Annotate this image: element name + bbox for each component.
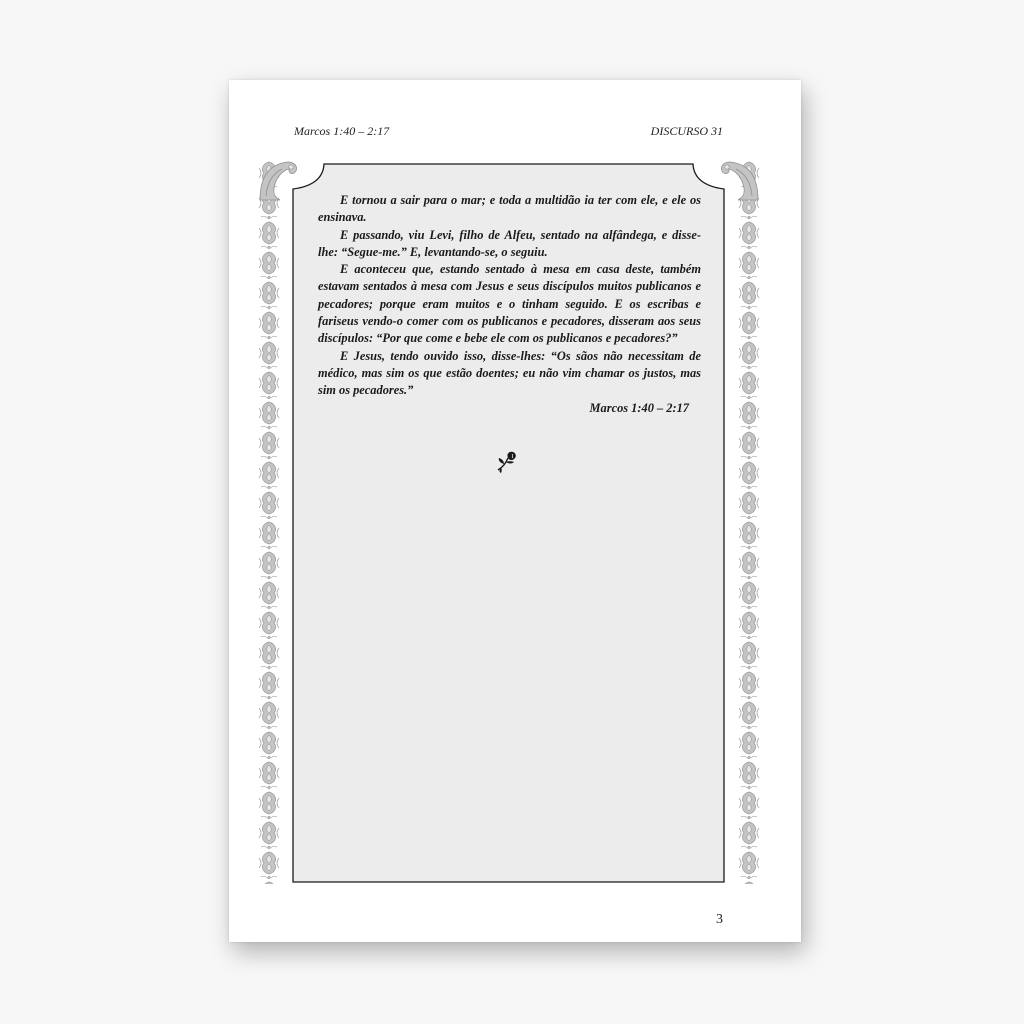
running-head-left: Marcos 1:40 – 2:17 — [294, 124, 390, 138]
floral-border-left — [258, 160, 280, 884]
scripture-citation: Marcos 1:40 – 2:17 — [589, 400, 689, 415]
running-head-right: DISCURSO 31 — [650, 124, 723, 138]
book-page — [229, 80, 801, 942]
floral-border-right — [738, 160, 760, 884]
paragraph-4: E Jesus, tendo ouvido isso, disse-lhes: “Os sãos não necessitam de médico, mas sim os que estão doentes; eu não vim chamar os justos, mas sim os pecadores.” — [318, 348, 701, 398]
paragraph-3: E aconteceu que, estando sentado à mesa em casa deste, também estavam sentados à mesa com Jesus e seus discípulos muitos publicanos e pecadores; porque eram muitos e o tinham seguido. E os escribas e fariseus vendo-o comer com os publicanos e pecadores, disseram aos seus discípulos: “Por que come e bebe ele com os publicanos e pecadores?” — [318, 262, 701, 346]
paragraph-2: E passando, viu Levi, filho de Alfeu, sentado na alfândega, e disse-lhe: “Segue-me.” E, levantando-se, o seguiu. — [318, 227, 701, 259]
page-number: 3 — [716, 912, 723, 927]
paragraph-1: E tornou a sair para o mar; e toda a multidão ia ter com ele, e ele os ensinava. — [318, 193, 701, 225]
fleuron-icon — [495, 450, 521, 474]
scripture-text — [318, 192, 701, 417]
